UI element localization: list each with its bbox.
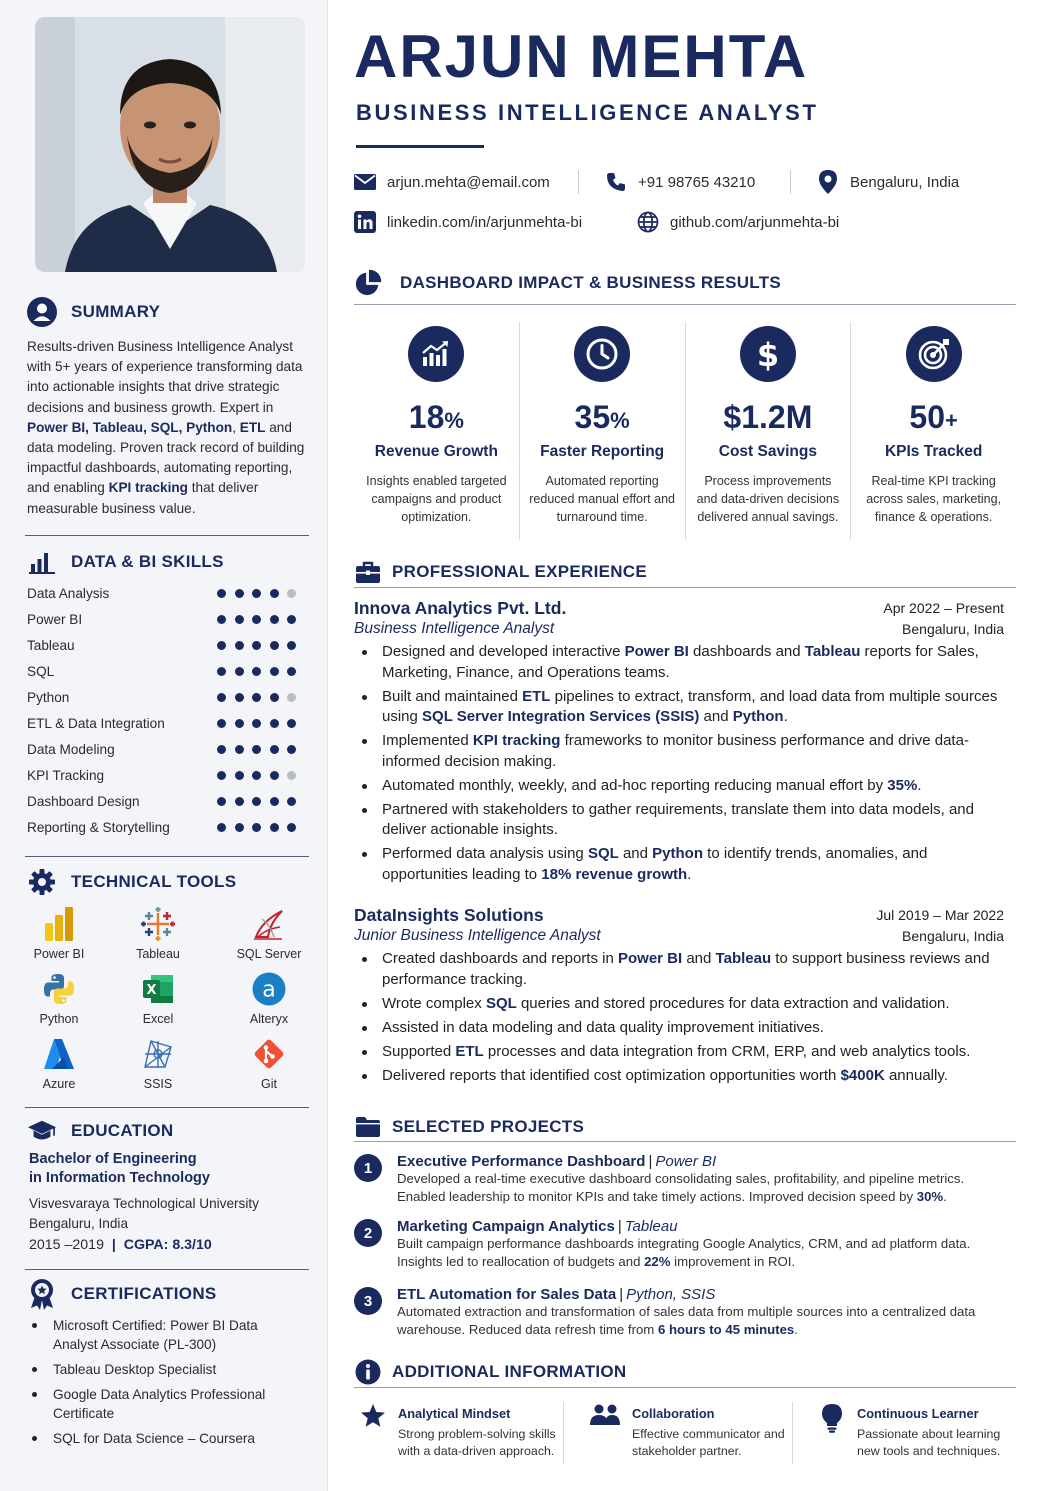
- pie-chart-icon: [354, 269, 382, 297]
- additional-section-header: [354, 1358, 1016, 1386]
- rating-dot: [252, 719, 261, 728]
- contact-github[interactable]: github.com/arjunmehta-bi: [637, 211, 839, 233]
- additional-title: Continuous Learner: [857, 1406, 979, 1421]
- additional-heading: ADDITIONAL INFORMATION: [392, 1362, 627, 1381]
- summary-section: [27, 296, 309, 519]
- rating-dot: [252, 745, 261, 754]
- list-item: Assisted in data modeling and data quality improvement initiatives.: [354, 1018, 1004, 1039]
- title-underline: [356, 145, 484, 148]
- impact-heading: DASHBOARD IMPACT & BUSINESS RESULTS: [400, 273, 782, 292]
- rating-dot: [252, 589, 261, 598]
- skill-name: SQL: [27, 663, 55, 679]
- skills-section: [27, 546, 309, 840]
- rating-dot: [287, 667, 296, 676]
- sql-server-logo-icon: [251, 906, 287, 942]
- skill-rating: [217, 641, 296, 650]
- project-title: Marketing Campaign Analytics | Tableau: [397, 1218, 678, 1235]
- rating-dot: [287, 823, 296, 832]
- list-item: Partnered with stakeholders to gather requirements, translate them into data models, and deliver actionable insights.: [354, 800, 1004, 841]
- rating-dot: [217, 771, 226, 780]
- user-icon: [27, 297, 57, 327]
- rating-dot: [235, 771, 244, 780]
- rating-dot: [287, 693, 296, 702]
- graduation-cap-icon: [27, 1116, 57, 1146]
- rating-dot: [235, 745, 244, 754]
- tool-excel: X Excel: [114, 971, 202, 1026]
- rating-dot: [270, 615, 279, 624]
- skill-name: ETL & Data Integration: [27, 715, 165, 731]
- skill-row: [27, 580, 309, 606]
- alteryx-logo-icon: [251, 971, 287, 1007]
- rating-dot: [287, 771, 296, 780]
- skill-row: [27, 788, 309, 814]
- kpi-description: Automated reporting reduced manual effort and turnaround time.: [529, 474, 675, 524]
- rating-dot: [235, 667, 244, 676]
- skill-row: [27, 658, 309, 684]
- tool-git: Git: [226, 1036, 312, 1091]
- kpi-description: Real-time KPI tracking across sales, marketing, finance & operations.: [866, 474, 1002, 524]
- rating-dot: [287, 615, 296, 624]
- excel-logo-icon: [140, 971, 176, 1007]
- rating-dot: [252, 797, 261, 806]
- certifications-list: [27, 1316, 309, 1448]
- rating-dot: [217, 823, 226, 832]
- impact-section-header: [354, 269, 1016, 297]
- additional-item: [354, 1402, 564, 1464]
- tool-tableau: Tableau: [114, 906, 202, 961]
- svg-text:X: X: [146, 983, 157, 998]
- rating-dot: [270, 641, 279, 650]
- folder-icon: [354, 1113, 382, 1141]
- rating-dot: [252, 823, 261, 832]
- skill-rating: [217, 615, 296, 624]
- rating-dot: [235, 641, 244, 650]
- rating-dot: [270, 667, 279, 676]
- rating-dot: [270, 797, 279, 806]
- rating-dot: [287, 589, 296, 598]
- rating-dot: [217, 719, 226, 728]
- certifications-section: [27, 1278, 309, 1454]
- experience-section-header: [354, 558, 1016, 586]
- education-years-gpa: 2015 –2019 | CGPA: 8.3/10: [29, 1237, 212, 1253]
- additional-info-row: [354, 1402, 1016, 1464]
- additional-item: [793, 1402, 1016, 1464]
- contact-location: Bengaluru, India: [817, 171, 959, 193]
- skill-row: [27, 762, 309, 788]
- experience-heading: PROFESSIONAL EXPERIENCE: [392, 562, 648, 581]
- rating-dot: [217, 797, 226, 806]
- rating-dot: [270, 771, 279, 780]
- skill-rating: [217, 797, 296, 806]
- additional-title: Analytical Mindset: [398, 1406, 511, 1421]
- project-item: [354, 1153, 1004, 1206]
- divider: [25, 1269, 309, 1270]
- project-description: Automated extraction and transformation of sales data from multiple sources into a centralized data warehouse. Reduced data refresh time from 6 hours to 45 minutes.: [397, 1304, 976, 1337]
- rating-dot: [235, 797, 244, 806]
- list-item: SQL for Data Science – Coursera: [27, 1429, 309, 1448]
- people-icon: [588, 1402, 622, 1432]
- job-role: Business Intelligence Analyst: [354, 620, 555, 637]
- phone-icon: [605, 171, 627, 193]
- skill-name: Data Analysis: [27, 585, 110, 601]
- summary-heading: SUMMARY: [71, 302, 161, 321]
- rating-dot: [252, 615, 261, 624]
- linkedin-icon: [354, 211, 376, 233]
- skill-row: [27, 684, 309, 710]
- skill-rating: [217, 771, 296, 780]
- skill-name: KPI Tracking: [27, 767, 105, 783]
- project-description: Developed a real-time executive dashboard consolidating sales, profitability, and pipeline metrics. Enabled leadership to monitor KPIs and take timely actions. Improved decision speed by 30%.: [397, 1171, 965, 1204]
- list-item: Built and maintained ETL pipelines to extract, transform, and load data from multiple sources using SQL Server Integration Services (SSIS) and Python.: [354, 687, 1004, 728]
- divider: [790, 170, 791, 194]
- project-description: Built campaign performance dashboards integrating Google Analytics, CRM, and ad platform data. Insights led to reallocation of budgets and 22% improvement in ROI.: [397, 1236, 971, 1269]
- degree: Bachelor of Engineering: [29, 1151, 197, 1167]
- tools-heading: TECHNICAL TOOLS: [71, 872, 237, 891]
- rating-dot: [287, 797, 296, 806]
- python-logo-icon: [41, 971, 77, 1007]
- job-company: Innova Analytics Pvt. Ltd.: [354, 598, 567, 618]
- skill-name: Reporting & Storytelling: [27, 819, 170, 835]
- rating-dot: [252, 693, 261, 702]
- globe-icon: [637, 211, 659, 233]
- rating-dot: [217, 693, 226, 702]
- kpi-label: Faster Reporting: [540, 443, 665, 460]
- job-dates: Apr 2022 – Present Bengaluru, India: [883, 600, 1004, 637]
- tool-python: Python: [28, 971, 90, 1026]
- divider: [25, 856, 309, 857]
- rating-dot: [270, 745, 279, 754]
- gear-icon: [27, 867, 57, 897]
- rating-dot: [252, 667, 261, 676]
- candidate-title: BUSINESS INTELLIGENCE ANALYST: [356, 100, 819, 125]
- list-item: Performed data analysis using SQL and Python to identify trends, anomalies, and opportunities leading to 18% revenue growth.: [354, 844, 1004, 885]
- skill-name: Power BI: [27, 611, 83, 627]
- tools-section: [27, 866, 309, 1091]
- envelope-icon: [354, 171, 376, 193]
- rating-dot: [235, 615, 244, 624]
- job-bullets: [354, 949, 1004, 1086]
- rating-dot: [235, 719, 244, 728]
- svg-text:a: a: [262, 977, 276, 1003]
- skills-list: [27, 580, 309, 840]
- tool-azure: Azure: [28, 1036, 90, 1091]
- bar-chart-icon: [27, 547, 57, 577]
- kpi-value: 35%: [574, 399, 630, 435]
- growth-chart-icon: [408, 326, 464, 382]
- rating-dot: [235, 589, 244, 598]
- additional-description: Strong problem-solving skills with a data-driven approach.: [398, 1427, 556, 1458]
- info-icon: [354, 1358, 382, 1386]
- projects-section-header: [354, 1113, 1016, 1141]
- skill-name: Python: [27, 689, 70, 705]
- certifications-heading: CERTIFICATIONS: [71, 1284, 217, 1303]
- list-item: Delivered reports that identified cost optimization opportunities worth $400K annually.: [354, 1066, 1004, 1087]
- education-heading: EDUCATION: [71, 1121, 174, 1140]
- skill-row: [27, 710, 309, 736]
- skill-rating: [217, 667, 296, 676]
- job-bullets: [354, 642, 1004, 885]
- job-dates: Jul 2019 – Mar 2022 Bengaluru, India: [876, 907, 1004, 944]
- tool-ssis: SSIS: [114, 1036, 202, 1091]
- power-bi-logo-icon: [41, 906, 77, 942]
- candidate-name: ARJUN MEHTA: [354, 23, 809, 90]
- list-item: Google Data Analytics Professional Certificate: [27, 1385, 277, 1423]
- briefcase-icon: [354, 558, 382, 586]
- divider: [354, 587, 1016, 588]
- rating-dot: [217, 589, 226, 598]
- divider: [354, 1141, 1016, 1142]
- kpi-description: Process improvements and data-driven decisions delivered annual savings.: [696, 474, 840, 524]
- contact-linkedin[interactable]: linkedin.com/in/arjunmehta-bi: [354, 211, 582, 233]
- job-entry: [354, 905, 1004, 1090]
- list-item: Implemented KPI tracking frameworks to monitor business performance and drive data-informed decision making.: [354, 731, 1004, 772]
- rating-dot: [235, 823, 244, 832]
- rating-dot: [217, 615, 226, 624]
- projects-heading: SELECTED PROJECTS: [392, 1117, 585, 1136]
- star-icon: [358, 1402, 388, 1432]
- lightbulb-icon: [817, 1402, 847, 1432]
- skill-rating: [217, 745, 296, 754]
- rating-dot: [217, 641, 226, 650]
- education-section: [27, 1115, 309, 1256]
- rating-dot: [217, 745, 226, 754]
- list-item: Microsoft Certified: Power BI Data Analyst Associate (PL-300): [27, 1316, 277, 1354]
- rating-dot: [217, 667, 226, 676]
- project-item: [354, 1286, 1004, 1339]
- additional-item: [564, 1402, 793, 1464]
- rating-dot: [235, 693, 244, 702]
- skill-row: [27, 814, 309, 840]
- kpi-value: 18%: [408, 399, 464, 435]
- rating-dot: [270, 693, 279, 702]
- kpi-value: $1.2M: [723, 399, 813, 435]
- project-title: ETL Automation for Sales Data | Python, SSIS: [397, 1286, 716, 1303]
- rating-dot: [270, 719, 279, 728]
- tool-power-bi: Power BI: [28, 906, 90, 961]
- rating-dot: [287, 641, 296, 650]
- rating-dot: [287, 719, 296, 728]
- kpi-card: [520, 322, 686, 540]
- contact-email[interactable]: arjun.mehta@email.com: [354, 171, 550, 193]
- list-item: Wrote complex SQL queries and stored procedures for data extraction and validation.: [354, 994, 1004, 1015]
- skill-rating: [217, 719, 296, 728]
- skill-row: [27, 606, 309, 632]
- kpi-label: Revenue Growth: [374, 443, 498, 460]
- tool-sql-server: SQL Server: [226, 906, 312, 961]
- university-location: Bengaluru, India: [29, 1215, 129, 1231]
- skill-rating: [217, 693, 296, 702]
- kpi-card: [686, 322, 852, 540]
- target-icon: [906, 326, 962, 382]
- divider: [25, 535, 309, 536]
- profile-photo: [35, 17, 305, 272]
- skills-heading: DATA & BI SKILLS: [71, 552, 224, 571]
- git-logo-icon: [251, 1036, 287, 1072]
- project-title: Executive Performance Dashboard | Power BI: [397, 1153, 717, 1170]
- skill-name: Data Modeling: [27, 741, 115, 757]
- kpi-card: [851, 322, 1016, 540]
- tableau-logo-icon: [140, 906, 176, 942]
- rating-dot: [270, 589, 279, 598]
- rating-dot: [287, 745, 296, 754]
- divider: [354, 1387, 1016, 1388]
- rating-dot: [252, 641, 261, 650]
- project-number: 3: [354, 1287, 382, 1315]
- location-pin-icon: [817, 171, 839, 193]
- project-item: [354, 1218, 1004, 1271]
- list-item: Supported ETL processes and data integration from CRM, ERP, and web analytics tools.: [354, 1042, 1004, 1063]
- project-number: 2: [354, 1219, 382, 1247]
- skill-rating: [217, 589, 296, 598]
- rating-dot: [252, 771, 261, 780]
- contact-phone[interactable]: +91 98765 43210: [605, 171, 755, 193]
- svg-text:$: $: [756, 336, 780, 372]
- divider: [354, 304, 1016, 305]
- job-role: Junior Business Intelligence Analyst: [354, 927, 601, 944]
- tool-alteryx: a Alteryx: [226, 971, 312, 1026]
- kpi-value: 50+: [909, 399, 958, 435]
- skill-row: [27, 632, 309, 658]
- award-icon: [27, 1279, 57, 1309]
- list-item: Tableau Desktop Specialist: [27, 1360, 309, 1379]
- skill-name: Dashboard Design: [27, 793, 140, 809]
- kpi-row: [354, 322, 1016, 540]
- divider: [25, 1107, 309, 1108]
- degree-field: in Information Technology: [29, 1170, 210, 1186]
- additional-description: Passionate about learning new tools and techniques.: [857, 1427, 1001, 1458]
- clock-icon: [574, 326, 630, 382]
- skill-name: Tableau: [27, 637, 75, 653]
- skill-rating: [217, 823, 296, 832]
- additional-title: Collaboration: [632, 1406, 715, 1421]
- list-item: Automated monthly, weekly, and ad-hoc reporting reducing manual effort by 35%.: [354, 776, 1004, 797]
- sidebar: [0, 0, 328, 1491]
- project-number: 1: [354, 1154, 382, 1182]
- kpi-label: KPIs Tracked: [884, 443, 983, 460]
- skill-row: [27, 736, 309, 762]
- job-company: DataInsights Solutions: [354, 905, 544, 925]
- divider: [578, 170, 579, 194]
- rating-dot: [270, 823, 279, 832]
- ssis-logo-icon: [140, 1036, 176, 1072]
- kpi-card: [354, 322, 520, 540]
- tools-grid: [28, 906, 309, 1091]
- azure-logo-icon: [41, 1036, 77, 1072]
- dollar-icon: [740, 326, 796, 382]
- kpi-label: Cost Savings: [718, 443, 817, 460]
- additional-description: Effective communicator and stakeholder partner.: [632, 1427, 785, 1458]
- job-entry: [354, 598, 1004, 889]
- summary-text: Results-driven Business Intelligence Analyst with 5+ years of experience transforming data into actionable insights that drive strategic decisions and business growth. Expert in Power BI, Tableau, SQL, Python, ETL and data modeling. Proven track record of building impactful dashboards, automating reporting, and enabling KPI tracking that deliver measurable business value.: [27, 339, 305, 516]
- list-item: Created dashboards and reports in Power BI and Tableau to support business reviews and performance tracking.: [354, 949, 1004, 990]
- kpi-description: Insights enabled targeted campaigns and product optimization.: [366, 474, 507, 524]
- university: Visvesvaraya Technological University: [29, 1196, 259, 1211]
- list-item: Designed and developed interactive Power BI dashboards and Tableau reports for Sales, Marketing, Finance, and Operations teams.: [354, 642, 1004, 683]
